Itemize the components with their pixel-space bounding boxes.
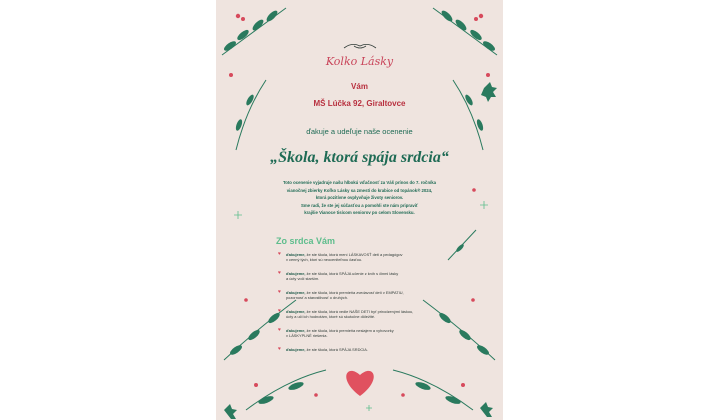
- list-item: [278, 271, 454, 290]
- heart-icon: [343, 367, 377, 397]
- body-line: vianočnej zbierky Koľko Lásky sa zmestí do krabice od topánok® 2024,: [286, 187, 433, 193]
- heart-bullet-icon: ♥: [278, 289, 281, 295]
- heart-bullet-icon: ♥: [278, 327, 281, 333]
- item-line: že ste škola, ktorá vedie NAŠE DETI byť prirodzenými láskou,: [305, 309, 414, 314]
- list-item: [278, 252, 454, 271]
- item-lead: ďakujeme,: [286, 347, 306, 352]
- item-lead: ďakujeme,: [286, 290, 306, 295]
- list-item: [278, 328, 454, 347]
- thanks-list: [278, 252, 454, 366]
- recipient-label: Vám: [351, 82, 368, 91]
- item-line: že ste škola, ktorá SPÁJA SRDCIA.: [305, 347, 368, 352]
- item-line: úcty a uči ich hodnotám, ktoré sú skutočne dôležité.: [286, 314, 376, 320]
- body-text: [256, 179, 463, 217]
- item-line: že ste škola, ktorá premieňa zvedavosť detí v EMPATIU,: [305, 290, 404, 295]
- item-line: a úcty voči starším.: [286, 276, 320, 282]
- item-lead: ďakujeme,: [286, 252, 306, 257]
- list-item: [278, 347, 454, 366]
- item-line: že ste škola, ktorá premieňa nesiajem a vyhovorky: [305, 328, 394, 333]
- heart-bullet-icon: ♥: [278, 270, 281, 276]
- thanks-line: ďakuje a udeľuje naše ocenenie: [306, 127, 413, 136]
- item-line: v cenný tých, ktorí sú neoceniteľnou časťou.: [286, 257, 363, 263]
- item-line: pozornosť a starostlivosť o druhých.: [286, 295, 348, 301]
- recipient-address: MŠ Lúčka 92, Giraltovce: [313, 99, 406, 108]
- heart-bullet-icon: ♥: [278, 308, 281, 314]
- section-title: Zo srdca Vám: [276, 236, 336, 246]
- item-line: že ste škola, ktorá SPÁJA učenie z kníh s činmi lásky: [305, 271, 399, 276]
- body-line: ktorá pozitívne ovplyvňuje životy seniorov.: [315, 195, 404, 201]
- list-item: [278, 290, 454, 309]
- item-lead: ďakujeme,: [286, 309, 306, 314]
- award-title: „Škola, ktorá spája srdcia“: [270, 149, 449, 166]
- certificate-page: [216, 0, 503, 420]
- item-line: že ste škola, ktorá mení LÁSKAVOSŤ deti a pedagógov: [305, 252, 403, 257]
- body-line: krajšie Vianoce tisícom seniorov po celom Slovensku.: [304, 210, 415, 216]
- item-lead: ďakujeme,: [286, 328, 306, 333]
- heart-bullet-icon: ♥: [278, 346, 281, 352]
- heart-bullet-icon: ♥: [278, 251, 281, 257]
- list-item: [278, 309, 454, 328]
- body-line: Toto ocenenie vyjadruje našu hlbokú vďačnosť za Váš prínos do 7. ročníka: [282, 180, 437, 185]
- logo-text: Kolko Lásky: [325, 55, 394, 68]
- item-line: v LÁSKYPLNÉ riešenia.: [286, 333, 328, 339]
- item-lead: ďakujeme,: [286, 271, 306, 276]
- body-line: Sme radi, že ste jej súčasťou a pomohli ste nám pripraviť: [300, 202, 419, 208]
